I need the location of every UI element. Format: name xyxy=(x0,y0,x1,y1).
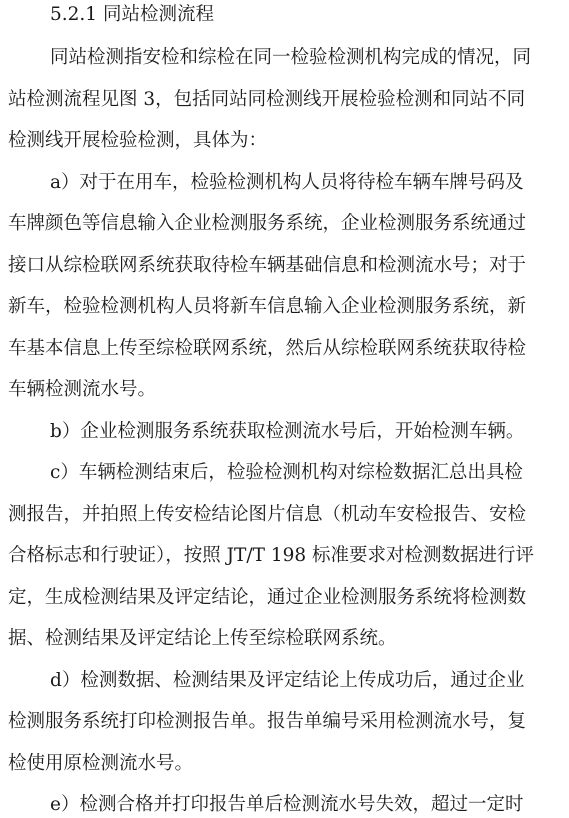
section-heading: 5.2.1 同站检测流程 xyxy=(50,4,214,25)
paragraph-line: 车基本信息上传至综检联网系统，然后从综检联网系统获取待检 xyxy=(8,338,527,359)
paragraph-line: 检测线开展检验检测，具体为： xyxy=(8,130,268,151)
paragraph-line: 检测服务系统打印检测报告单。报告单编号采用检测流水号，复 xyxy=(8,711,527,732)
paragraph-line: 检使用原检测流水号。 xyxy=(8,753,194,774)
paragraph-line: 定，生成检测结果及评定结论，通过企业检测服务系统将检测数 xyxy=(8,587,527,608)
paragraph-line: 车辆检测流水号。 xyxy=(8,379,157,400)
paragraph-line: 合格标志和行驶证），按照 JT/T 198 标准要求对检测数据进行评 xyxy=(8,545,535,566)
paragraph-line: d）检测数据、检测结果及评定结论上传成功后，通过企业 xyxy=(50,670,525,691)
paragraph-line: c）车辆检测结束后，检验检测机构对综检数据汇总出具检 xyxy=(50,462,523,483)
paragraph-line: 同站检测指安检和综检在同一检验检测机构完成的情况，同 xyxy=(50,47,532,68)
paragraph-line: 车牌颜色等信息输入企业检测服务系统，企业检测服务系统通过 xyxy=(8,213,527,234)
paragraph-line: a）对于在用车，检验检测机构人员将待检车辆车牌号码及 xyxy=(50,172,524,193)
paragraph-line: b）企业检测服务系统获取检测流水号后，开始检测车辆。 xyxy=(50,421,525,442)
paragraph-line: 测报告，并拍照上传安检结论图片信息（机动车安检报告、安检 xyxy=(8,504,527,525)
paragraph-line: 接口从综检联网系统获取待检车辆基础信息和检测流水号；对于 xyxy=(8,255,527,276)
paragraph-line: 站检测流程见图 3，包括同站同检测线开展检验检测和同站不同 xyxy=(8,89,526,110)
paragraph-line: e）检测合格并打印报告单后检测流水号失效，超过一定时 xyxy=(50,794,524,815)
paragraph-line: 新车，检验检测机构人员将新车信息输入企业检测服务系统，新 xyxy=(8,296,527,317)
paragraph-line: 据、检测结果及评定结论上传至综检联网系统。 xyxy=(8,628,397,649)
